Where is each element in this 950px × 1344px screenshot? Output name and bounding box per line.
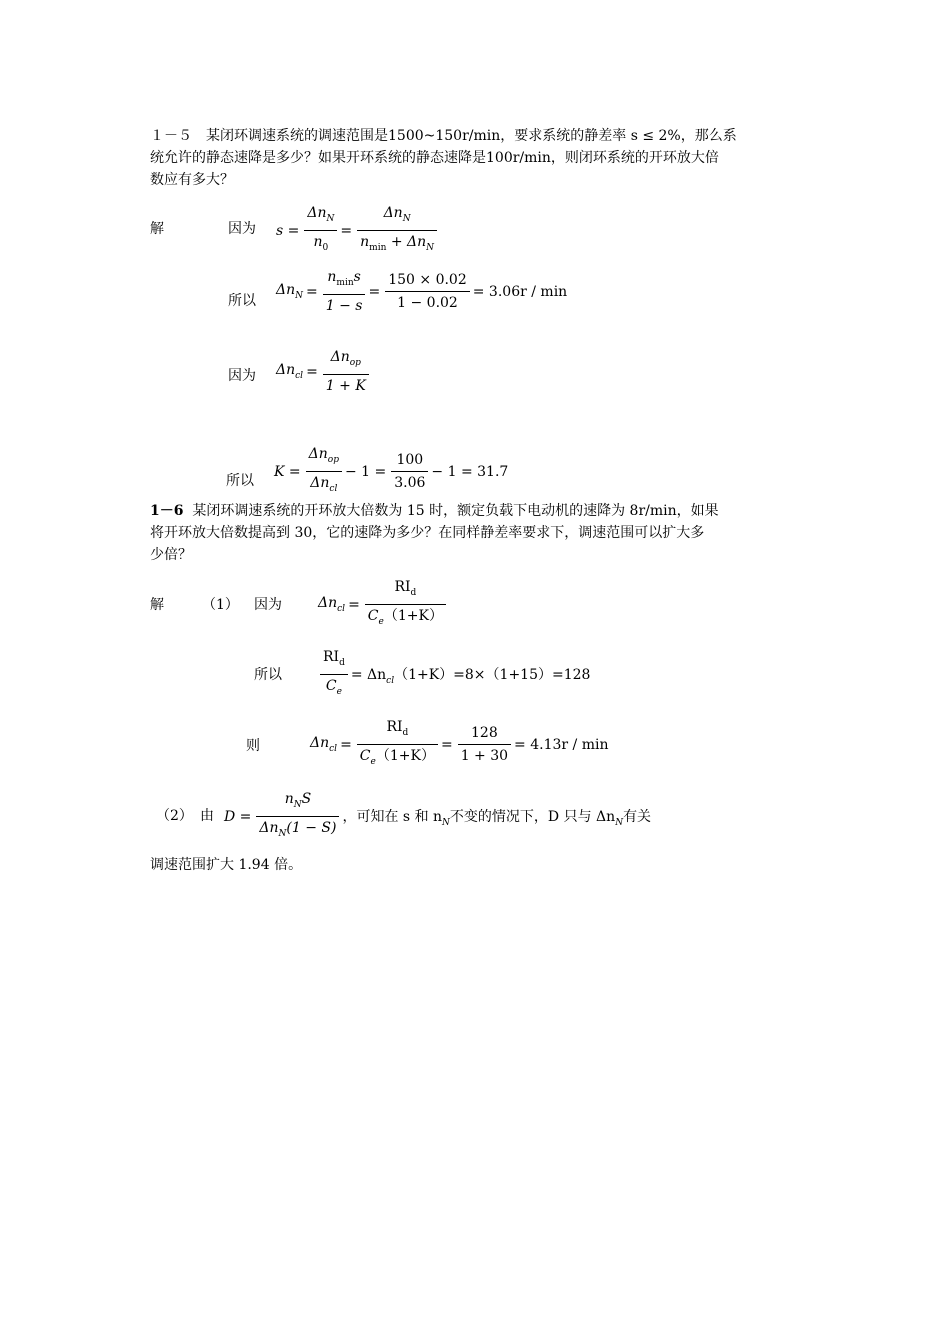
problem-1-6-text [150, 500, 780, 566]
fraction: $\frac{n_{min}s}{1 - s}$ [323, 268, 366, 315]
equation-speed-range: D = $\frac{n_NS}{\Delta n_N(1 - S)}$ ，可知在 s 和 $n_N$不变的情况下，D 只与 $\Delta n_N$有关 [224, 790, 654, 843]
problem-1-6-line1: 某闭环调速系统的开环放大倍数为 15 时，额定负载下电动机的速降为 8r/min，如果 [192, 503, 719, 519]
part-1-label: （1） [202, 597, 239, 613]
fraction: $\frac{128}{1 + 30}$ [458, 724, 511, 765]
problem-1-6-line2: 将开环放大倍数提高到 30，它的速降为多少？在同样静差率要求下，调速范围可以扩大多 [150, 525, 705, 541]
fraction: $\frac{100}{3.06}$ [391, 451, 428, 492]
fraction: $\frac{150 \times 0.02}{1 - 0.02}$ [385, 271, 470, 312]
fraction: $\frac{\Delta n_N}{n_{min} + \Delta n_N}$ [357, 204, 437, 257]
fraction: $\frac{RI_d}{C_e(1+K)}$ [357, 718, 438, 771]
equation-closed-loop-drop: $\Delta n_{cl}$ = $\frac{\Delta n_{op}}{1 + K}$ [276, 348, 372, 395]
because-label: 因为 [228, 221, 256, 237]
from-label: 由 [200, 808, 214, 824]
therefore-label: 所以 [254, 667, 282, 683]
problem-1-5-line1: １－５ 某闭环调速系统的调速范围是1500~150r/min，要求系统的静差率 s ≤ 2%，那么系 [150, 128, 737, 144]
equation-ri-over-ce: $\frac{RI_d}{C_e}$ = $\Delta n_{cl}(1+K)=8\times(1+15)=128$ [318, 648, 593, 701]
problem-number: 1－6 [150, 503, 184, 519]
equation-new-drop: $\Delta n_{cl}$ = $\frac{RI_d}{C_e(1+K)}$ = $\frac{128}{1 + 30}$ = 4.13r / min [310, 718, 611, 771]
fraction: $\frac{RI_d}{C_e(1+K)}$ [365, 578, 446, 631]
equation-gain-k: K = $\frac{\Delta n_{op}}{\Delta n_{cl}}$ − 1 = $\frac{100}{3.06}$ − 1 = 31.7 [274, 445, 511, 498]
fraction: $\frac{RI_d}{C_e}$ [320, 648, 348, 701]
problem-1-6-line3: 少倍？ [150, 547, 192, 563]
solution-label: 解 [150, 597, 164, 613]
fraction: $\frac{n_NS}{\Delta n_N(1 - S)}$ [256, 790, 339, 843]
equation-closed-loop-drop-1: $\Delta n_{cl}$ = $\frac{RI_d}{C_e(1+K)}$ [318, 578, 449, 631]
then-label: 则 [246, 738, 260, 754]
part-2-label: （2） [156, 808, 193, 824]
therefore-label: 所以 [226, 473, 254, 489]
fraction: $\frac{\Delta n_N}{n_0}$ [304, 204, 337, 257]
because-label: 因为 [228, 368, 256, 384]
problem-1-5-text [150, 125, 780, 191]
equation-speed-drop: $\Delta n_N$ = $\frac{n_{min}s}{1 - s}$ = $\frac{150 \times 0.02}{1 - 0.02}$ = 3.06r / min [276, 269, 568, 314]
fraction: $\frac{\Delta n_{op}}{1 + K}$ [323, 348, 369, 395]
fraction: $\frac{\Delta n_{op}}{\Delta n_{cl}}$ [306, 445, 342, 498]
problem-1-5-line3: 数应有多大？ [150, 172, 234, 188]
equation-static-rate: s = $\frac{\Delta n_N}{n_0}$ = $\frac{\Delta n_N}{n_{min} + \Delta n_N}$ [276, 204, 440, 257]
therefore-label: 所以 [228, 293, 256, 309]
conclusion-text: 调速范围扩大 1.94 倍。 [150, 857, 303, 873]
problem-1-5-line2: 统允许的静态速降是多少？如果开环系统的静态速降是100r/min，则闭环系统的开环放大倍 [150, 150, 719, 166]
because-label: 因为 [254, 597, 282, 613]
solution-label: 解 [150, 221, 164, 237]
